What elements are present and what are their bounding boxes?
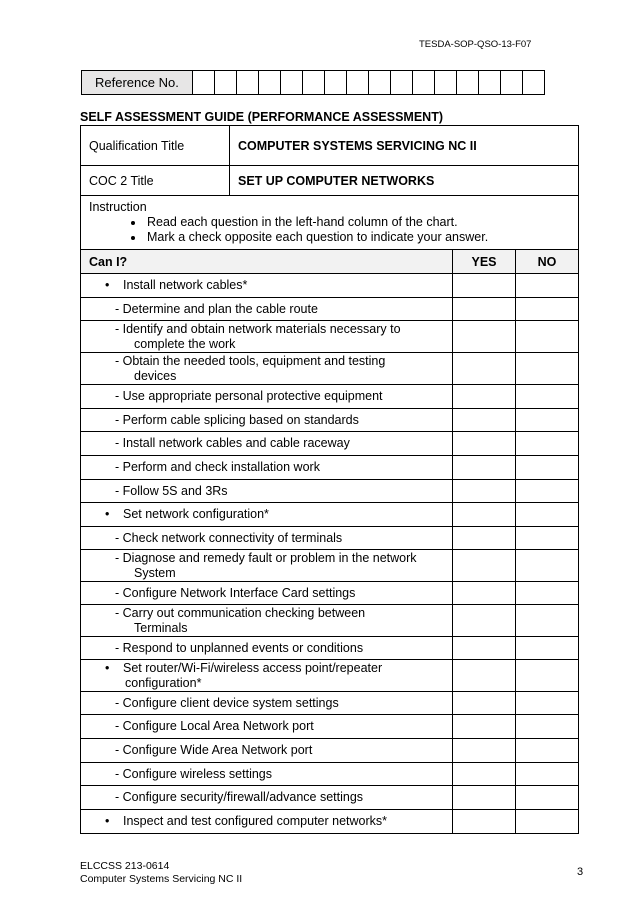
yes-checkbox-cell[interactable] — [453, 432, 516, 456]
question-row — [81, 810, 579, 834]
bullet-icon: • — [105, 661, 110, 675]
no-checkbox-cell[interactable] — [516, 480, 579, 503]
question-row — [81, 605, 579, 637]
task-item — [81, 605, 453, 637]
task-item — [81, 692, 453, 715]
question-row — [81, 321, 579, 353]
task-item — [81, 298, 453, 321]
yes-checkbox-cell[interactable] — [453, 810, 516, 834]
coc-label: COC 2 Title — [81, 166, 230, 196]
no-checkbox-cell[interactable] — [516, 527, 579, 550]
question-row — [81, 637, 579, 660]
task-item — [81, 582, 453, 605]
competency-label: Inspect and test configured computer networks* — [123, 814, 388, 829]
task-text: Terminals — [134, 620, 188, 635]
task-text: - Configure wireless settings — [115, 766, 273, 781]
reference-box[interactable] — [369, 71, 391, 95]
task-text: - Use appropriate personal protective equipment — [115, 389, 383, 404]
task-text: - Respond to unplanned events or conditions — [115, 640, 364, 655]
question-row — [81, 715, 579, 739]
instruction-item: • Mark a check opposite each question to indicate your answer. — [145, 230, 578, 245]
yes-column-header: YES — [453, 250, 516, 274]
task-item — [81, 409, 453, 432]
competency-label: Install network cables* — [123, 278, 248, 293]
no-checkbox-cell[interactable] — [516, 432, 579, 456]
yes-checkbox-cell[interactable] — [453, 298, 516, 321]
yes-checkbox-cell[interactable] — [453, 739, 516, 763]
task-text: - Diagnose and remedy fault or problem in the network — [115, 551, 417, 565]
competency-text — [89, 278, 452, 293]
reference-box[interactable] — [391, 71, 413, 95]
qualification-row — [81, 126, 579, 166]
task-text: - Perform and check installation work — [115, 460, 320, 475]
yes-checkbox-cell[interactable] — [453, 786, 516, 810]
section-title: SELF ASSESSMENT GUIDE (PERFORMANCE ASSESSMENT) — [80, 110, 443, 124]
task-item — [81, 385, 453, 409]
instruction-label: Instruction — [89, 200, 147, 214]
task-item — [81, 550, 453, 582]
question-row — [81, 456, 579, 480]
question-row — [81, 739, 579, 763]
task-text: - Configure Network Interface Card settings — [115, 585, 356, 600]
reference-box[interactable] — [501, 71, 523, 95]
reference-box[interactable] — [479, 71, 501, 95]
bullet-icon: • — [105, 814, 110, 829]
no-checkbox-cell[interactable] — [516, 715, 579, 739]
question-row — [81, 480, 579, 503]
footer — [80, 860, 242, 886]
task-text: - Configure security/firewall/advance settings — [115, 790, 364, 805]
question-row — [81, 432, 579, 456]
competency-label: Set router/Wi-Fi/wireless access point/repeater — [123, 661, 383, 675]
competency-item — [81, 503, 453, 527]
task-item — [81, 480, 453, 503]
reference-box[interactable] — [435, 71, 457, 95]
question-row — [81, 582, 579, 605]
yes-checkbox-cell[interactable] — [453, 527, 516, 550]
footer-code: ELCCSS 213-0614 — [80, 860, 170, 872]
no-checkbox-cell[interactable] — [516, 810, 579, 834]
no-checkbox-cell[interactable] — [516, 456, 579, 480]
no-checkbox-cell[interactable] — [516, 503, 579, 527]
no-checkbox-cell[interactable] — [516, 739, 579, 763]
task-text: devices — [134, 368, 177, 383]
reference-box[interactable] — [523, 71, 545, 95]
task-text: - Carry out communication checking between — [115, 606, 366, 620]
yes-checkbox-cell[interactable] — [453, 456, 516, 480]
instruction-item: • Read each question in the left-hand column of the chart. — [145, 215, 578, 230]
question-row — [81, 385, 579, 409]
instruction-row — [81, 196, 579, 250]
reference-box[interactable] — [325, 71, 347, 95]
reference-box[interactable] — [215, 71, 237, 95]
task-text: - Follow 5S and 3Rs — [115, 483, 228, 498]
question-row — [81, 503, 579, 527]
question-column-header: Can I? — [81, 250, 453, 274]
task-item — [81, 456, 453, 480]
reference-box[interactable] — [193, 71, 215, 95]
bullet-icon: • — [105, 278, 110, 293]
task-text: - Check network connectivity of terminals — [115, 530, 343, 545]
qualification-value: COMPUTER SYSTEMS SERVICING NC II — [230, 126, 579, 166]
reference-label: Reference No. — [82, 71, 193, 95]
question-row — [81, 763, 579, 786]
qualification-label: Qualification Title — [81, 126, 230, 166]
no-checkbox-cell[interactable] — [516, 660, 579, 692]
no-column-header: NO — [516, 250, 579, 274]
task-text: System — [134, 565, 176, 580]
reference-number-table — [81, 70, 545, 95]
reference-box[interactable] — [237, 71, 259, 95]
competency-text: configuration* — [125, 675, 202, 690]
no-checkbox-cell[interactable] — [516, 582, 579, 605]
task-text: - Perform cable splicing based on standards — [115, 412, 359, 427]
yes-checkbox-cell[interactable] — [453, 637, 516, 660]
reference-box[interactable] — [347, 71, 369, 95]
yes-checkbox-cell[interactable] — [453, 385, 516, 409]
task-item — [81, 715, 453, 739]
no-checkbox-cell[interactable] — [516, 550, 579, 582]
yes-checkbox-cell[interactable] — [453, 480, 516, 503]
coc-row — [81, 166, 579, 196]
document-code: TESDA-SOP-QSO-13-F07 — [419, 39, 532, 50]
no-checkbox-cell[interactable] — [516, 409, 579, 432]
instruction-list — [89, 215, 578, 245]
task-item — [81, 353, 453, 385]
yes-checkbox-cell[interactable] — [453, 715, 516, 739]
no-checkbox-cell[interactable] — [516, 763, 579, 786]
competency-text — [89, 507, 452, 522]
task-item — [81, 786, 453, 810]
reference-box[interactable] — [281, 71, 303, 95]
no-checkbox-cell[interactable] — [516, 298, 579, 321]
footer-title: Computer Systems Servicing NC II — [80, 873, 243, 885]
question-row — [81, 660, 579, 692]
task-text: - Obtain the needed tools, equipment and testing — [115, 354, 386, 368]
task-text: - Configure Wide Area Network port — [115, 743, 313, 758]
task-text: complete the work — [134, 336, 236, 351]
reference-box[interactable] — [259, 71, 281, 95]
yes-checkbox-cell[interactable] — [453, 503, 516, 527]
no-checkbox-cell[interactable] — [516, 385, 579, 409]
task-item — [81, 321, 453, 353]
task-item — [81, 763, 453, 786]
bullet-icon: • — [105, 507, 110, 522]
question-row — [81, 353, 579, 385]
reference-box[interactable] — [413, 71, 435, 95]
question-row — [81, 409, 579, 432]
yes-checkbox-cell[interactable] — [453, 321, 516, 353]
task-item — [81, 637, 453, 660]
question-row — [81, 692, 579, 715]
competency-item — [81, 660, 453, 692]
no-checkbox-cell[interactable] — [516, 637, 579, 660]
no-checkbox-cell[interactable] — [516, 692, 579, 715]
yes-checkbox-cell[interactable] — [453, 692, 516, 715]
question-row — [81, 298, 579, 321]
question-row — [81, 527, 579, 550]
task-text: - Install network cables and cable raceway — [115, 436, 350, 451]
no-checkbox-cell[interactable] — [516, 353, 579, 385]
no-checkbox-cell[interactable] — [516, 274, 579, 298]
page-number: 3 — [577, 866, 584, 878]
task-item — [81, 739, 453, 763]
yes-checkbox-cell[interactable] — [453, 409, 516, 432]
competency-label: Set network configuration* — [123, 507, 269, 522]
yes-checkbox-cell[interactable] — [453, 605, 516, 637]
yes-checkbox-cell[interactable] — [453, 274, 516, 298]
yes-checkbox-cell[interactable] — [453, 582, 516, 605]
yes-checkbox-cell[interactable] — [453, 550, 516, 582]
instruction-cell — [81, 196, 579, 250]
task-text: - Configure client device system settings — [115, 695, 339, 710]
competency-item — [81, 810, 453, 834]
task-text: - Configure Local Area Network port — [115, 719, 314, 734]
competency-item — [81, 274, 453, 298]
competency-text — [89, 661, 452, 676]
question-row — [81, 786, 579, 810]
no-checkbox-cell[interactable] — [516, 605, 579, 637]
reference-box[interactable] — [457, 71, 479, 95]
reference-row — [82, 71, 545, 95]
no-checkbox-cell[interactable] — [516, 321, 579, 353]
task-item — [81, 432, 453, 456]
yes-checkbox-cell[interactable] — [453, 763, 516, 786]
competency-text — [89, 814, 452, 829]
column-header-row — [81, 250, 579, 274]
yes-checkbox-cell[interactable] — [453, 660, 516, 692]
question-row — [81, 550, 579, 582]
task-text: - Determine and plan the cable route — [115, 301, 318, 316]
task-item — [81, 527, 453, 550]
reference-box[interactable] — [303, 71, 325, 95]
assessment-table — [80, 125, 579, 834]
yes-checkbox-cell[interactable] — [453, 353, 516, 385]
task-text: - Identify and obtain network materials necessary to — [115, 322, 401, 336]
question-row — [81, 274, 579, 298]
no-checkbox-cell[interactable] — [516, 786, 579, 810]
coc-value: SET UP COMPUTER NETWORKS — [230, 166, 579, 196]
